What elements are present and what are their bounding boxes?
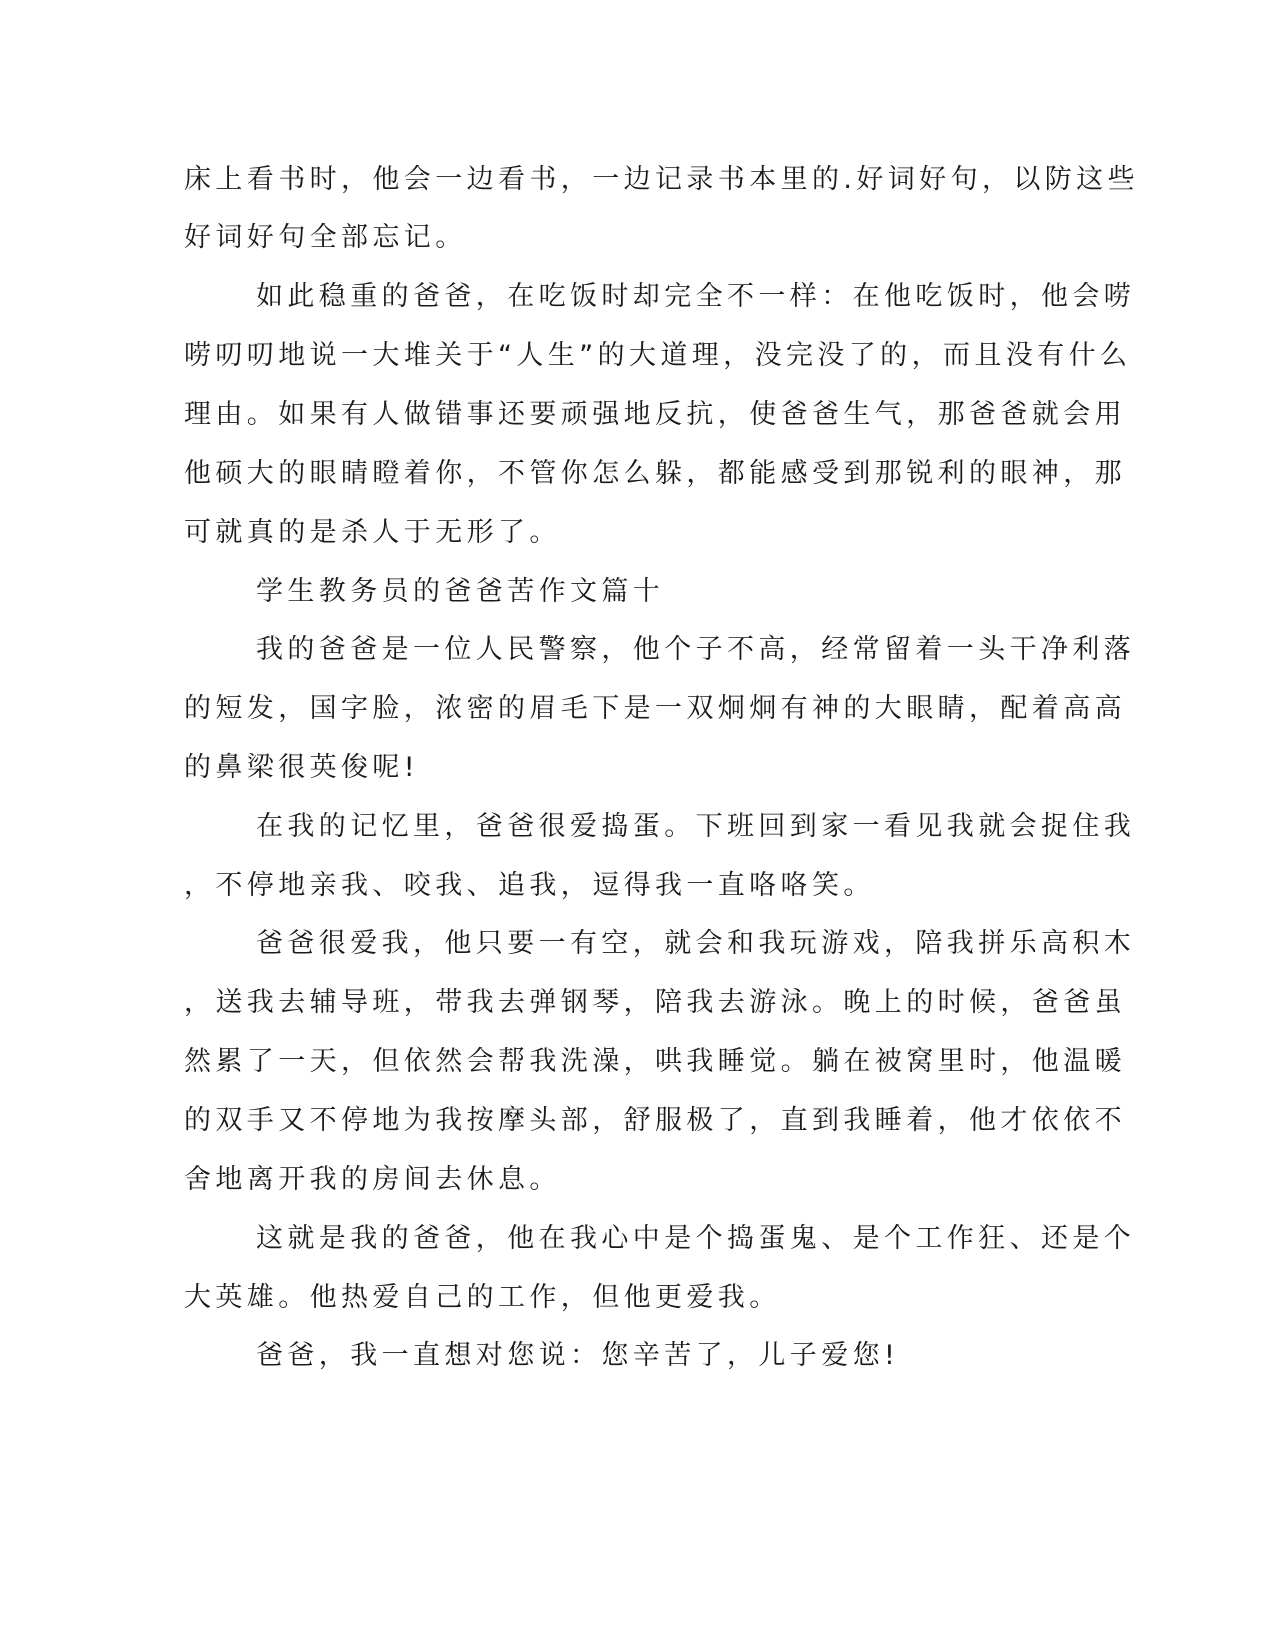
text-line: 然累了一天，但依然会帮我洗澡，哄我睡觉。躺在被窝里时，他温暖 <box>184 1046 1126 1077</box>
text-line: 的双手又不停地为我按摩头部，舒服极了，直到我睡着，他才依依不 <box>184 1105 1126 1136</box>
text-line: 在我的记忆里，爸爸很爱捣蛋。下班回到家一看见我就会捉住我 <box>256 811 1136 842</box>
text-line: 爸爸，我一直想对您说：您辛苦了，儿子爱您! <box>256 1340 900 1371</box>
text-line: 他硕大的眼睛瞪着你，不管你怎么躲，都能感受到那锐利的眼神，那 <box>184 458 1126 489</box>
section-heading: 学生教务员的爸爸苦作文篇十 <box>256 576 665 607</box>
text-line: ，送我去辅导班，带我去弹钢琴，陪我去游泳。晚上的时候，爸爸虽 <box>184 987 1126 1018</box>
text-line: 的短发，国字脸，浓密的眉毛下是一双炯炯有神的大眼睛，配着高高 <box>184 693 1126 724</box>
text-line: 好词好句全部忘记。 <box>184 222 467 253</box>
text-line: 唠叨叨地说一大堆关于“人生”的大道理，没完没了的，而且没有什么 <box>184 340 1132 371</box>
text-line: 可就真的是杀人于无形了。 <box>184 517 561 548</box>
text-line: 舍地离开我的房间去休息。 <box>184 1164 561 1195</box>
text-line: 如此稳重的爸爸，在吃饭时却完全不一样：在他吃饭时，他会唠 <box>256 281 1136 312</box>
text-line: 这就是我的爸爸，他在我心中是个捣蛋鬼、是个工作狂、还是个 <box>256 1223 1136 1254</box>
text-line: 爸爸很爱我，他只要一有空，就会和我玩游戏，陪我拼乐高积木 <box>256 928 1136 959</box>
text-line: 床上看书时，他会一边看书，一边记录书本里的.好词好句，以防这些 <box>184 164 1139 195</box>
text-line: 理由。如果有人做错事还要顽强地反抗，使爸爸生气，那爸爸就会用 <box>184 399 1126 430</box>
text-line: 我的爸爸是一位人民警察，他个子不高，经常留着一头干净利落 <box>256 634 1136 665</box>
text-line: 的鼻梁很英俊呢! <box>184 752 420 783</box>
text-line: ，不停地亲我、咬我、追我，逗得我一直咯咯笑。 <box>184 870 875 901</box>
text-line: 大英雄。他热爱自己的工作，但他更爱我。 <box>184 1282 781 1313</box>
